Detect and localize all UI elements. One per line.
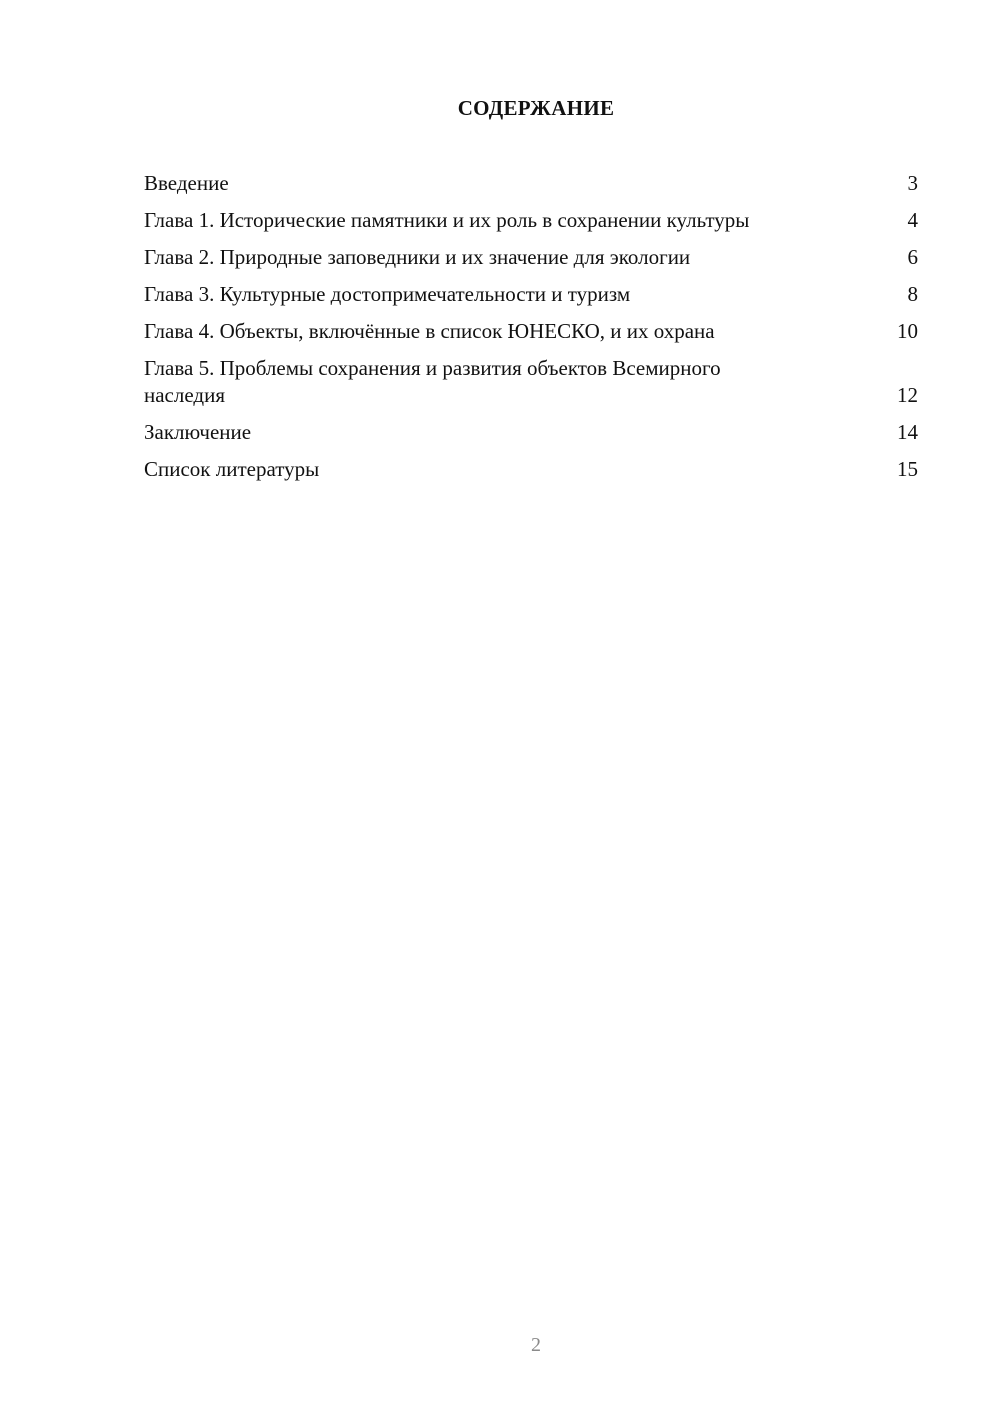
toc-entry-page: 8: [907, 282, 918, 306]
toc-entry-label: Список литературы: [144, 457, 320, 481]
toc-entry-label: Глава 4. Объекты, включённые в список ЮНЕСКО, и их охрана: [144, 319, 715, 343]
page-title: СОДЕРЖАНИЕ: [457, 96, 615, 120]
toc-entry-chapter-3[interactable]: [144, 281, 918, 308]
toc-entry-page: 4: [907, 208, 918, 232]
toc-entry-label: Глава 1. Исторические памятники и их роль в сохранении культуры: [144, 208, 750, 232]
toc-entry-label: Глава 3. Культурные достопримечательности и туризм: [144, 282, 631, 306]
toc-entry-chapter-4[interactable]: [144, 318, 918, 345]
toc-entry-chapter-1[interactable]: [144, 207, 918, 234]
toc-entry-page: 6: [907, 245, 918, 269]
toc-entry-chapter-5[interactable]: [144, 355, 918, 409]
toc-entry-page: 12: [897, 383, 918, 407]
toc-entry-page: 10: [897, 319, 918, 343]
toc-entry-page: 15: [897, 457, 918, 481]
toc-entry-introduction[interactable]: [144, 170, 918, 197]
toc-entry-label: Глава 5. Проблемы сохранения и развития объектов Всемирного наследия: [144, 356, 721, 407]
toc-entry-label: Заключение: [144, 420, 252, 444]
toc-entry-page: 3: [907, 171, 918, 195]
toc-entry-label: Введение: [144, 171, 229, 195]
page-number: 2: [531, 1334, 541, 1356]
toc-entry-references[interactable]: [144, 456, 918, 483]
toc-entry-chapter-2[interactable]: [144, 244, 918, 271]
toc-entry-conclusion[interactable]: [144, 419, 918, 446]
table-of-contents: [144, 170, 918, 493]
toc-entry-label: Глава 2. Природные заповедники и их значение для экологии: [144, 245, 691, 269]
toc-entry-page: 14: [897, 420, 918, 444]
